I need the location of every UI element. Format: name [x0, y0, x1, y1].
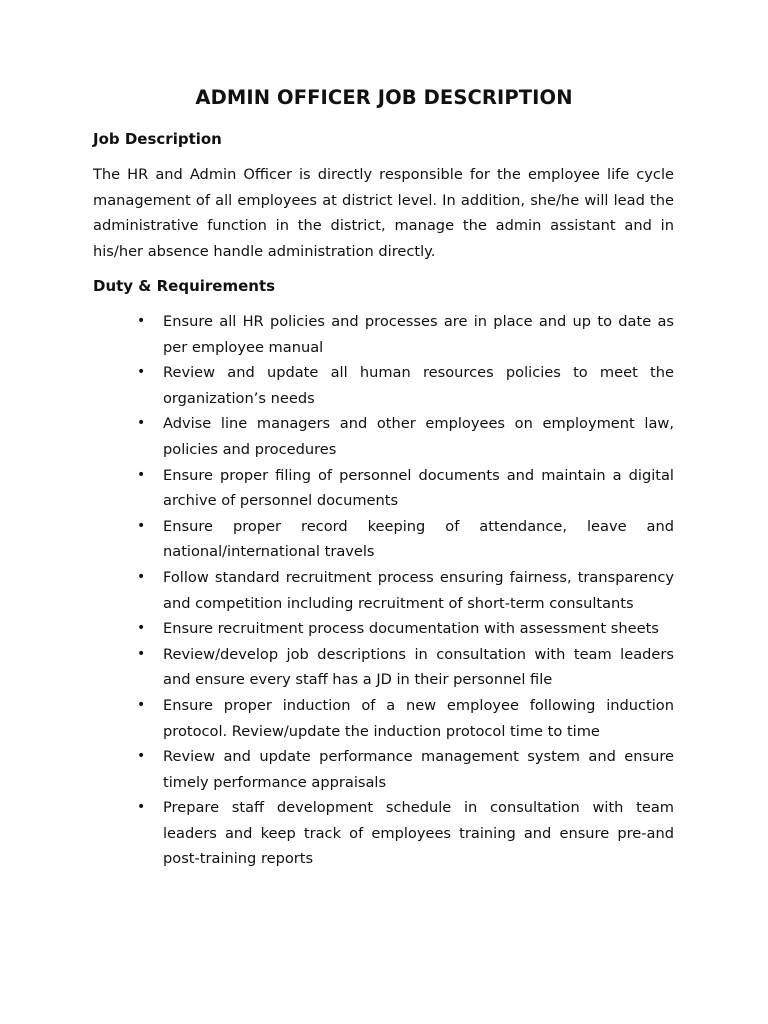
- list-item-text: Ensure all HR policies and processes are in place and up to date as per employee manual: [163, 313, 674, 356]
- bullet-icon: •: [137, 517, 146, 534]
- list-item: [137, 463, 674, 514]
- list-item: [137, 565, 674, 616]
- bullet-icon: •: [137, 799, 146, 816]
- list-item-text: Follow standard recruitment process ensuring fairness, transparency and competition including recruitment of short-term consultants: [163, 568, 674, 612]
- list-item: [137, 514, 674, 565]
- list-item: [137, 360, 674, 411]
- list-item-text: Prepare staff development schedule in consultation with team leaders and keep track of employees training and ensure pre-and post-training reports: [163, 799, 674, 868]
- bullet-icon: •: [137, 696, 146, 713]
- list-item-text: Ensure proper induction of a new employee following induction protocol. Review/update the induction protocol time to time: [163, 696, 674, 740]
- list-item-text: Advise line managers and other employees on employment law, policies and procedures: [163, 415, 674, 458]
- list-item: [137, 309, 674, 360]
- bullet-icon: •: [137, 466, 146, 483]
- list-item-text: Ensure proper filing of personnel documents and maintain a digital archive of personnel documents: [163, 466, 674, 510]
- list-item: [137, 642, 674, 693]
- list-item: [137, 693, 674, 744]
- list-item: [137, 411, 674, 462]
- list-item: [137, 616, 674, 642]
- list-item-text: Review/develop job descriptions in consultation with team leaders and ensure every staff has a JD in their personnel file: [163, 645, 674, 689]
- bullet-icon: •: [137, 568, 146, 585]
- page-title: ADMIN OFFICER JOB DESCRIPTION: [195, 86, 573, 109]
- bullet-icon: •: [137, 645, 146, 662]
- bullet-icon: •: [137, 313, 146, 329]
- list-item-text: Ensure recruitment process documentation with assessment sheets: [163, 620, 659, 638]
- list-item-text: Review and update performance management system and ensure timely performance appraisals: [163, 748, 674, 791]
- bullet-icon: •: [137, 415, 146, 432]
- list-item: [137, 795, 674, 872]
- job-description-heading: Job Description: [93, 130, 222, 148]
- list-item-text: Ensure proper record keeping of attendance, leave and national/international travels: [163, 517, 674, 561]
- bullet-icon: •: [137, 620, 146, 637]
- bullet-icon: •: [137, 364, 146, 381]
- list-item-text: Review and update all human resources policies to meet the organization’s needs: [163, 364, 674, 407]
- list-item: [137, 744, 674, 795]
- job-description-paragraph: The HR and Admin Officer is directly responsible for the employee life cycle management of all employees at district level. In addition, she/he will lead the administrative function in the district, manage the admin assistant and in his/her absence handle administration directly.: [93, 166, 674, 260]
- bullet-icon: •: [137, 748, 146, 765]
- duties-list: [137, 309, 674, 872]
- duty-requirements-heading: Duty & Requirements: [93, 277, 276, 295]
